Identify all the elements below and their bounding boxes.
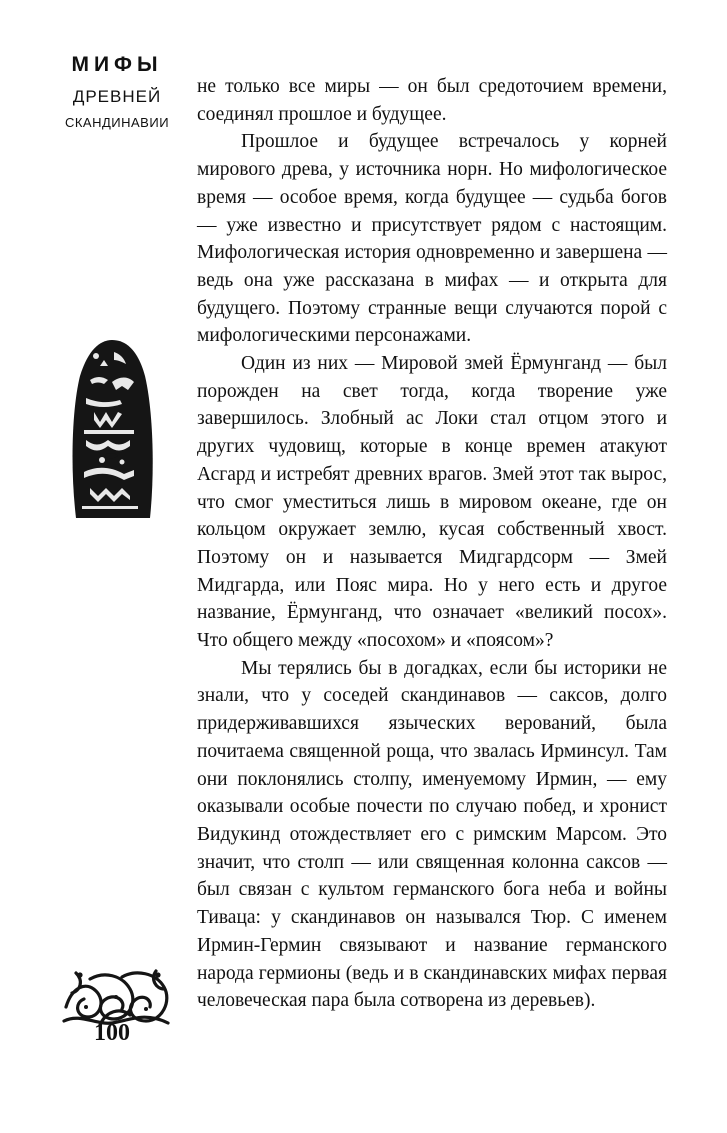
paragraph: не только все миры — он был средоточием времени, соединял прошлое и будущее. bbox=[197, 76, 667, 125]
header-title-line1: МИФЫ bbox=[71, 53, 163, 76]
page-number: 100 bbox=[94, 1020, 130, 1046]
running-header bbox=[62, 52, 172, 132]
header-title-line3: СКАНДИНАВИИ bbox=[64, 115, 170, 130]
runestone-illustration bbox=[66, 338, 158, 529]
main-text bbox=[197, 73, 667, 1015]
paragraph: Один из них — Мировой змей Ёрмунганд — был порожден на свет тогда, когда творение уже завершилось. Злобный ас Локи стал отцом этого и других чудовищ, которые в конце времен атакуют Асгард и истребят древних врагов. Змей этот так вырос, что смог уместиться лишь в мировом океане, где он кольцом окружает землю, кусая собственный хвост. Поэтому он и называется Мидгардсорм — Змей Мидгарда, или Пояс мира. Но у него есть и другое название, Ёрмунганд, что означает «великий посох». Что общего между «посохом» и «поясом»? bbox=[197, 353, 667, 652]
paragraph: Мы терялись бы в догадках, если бы историки не знали, что у соседей скандинавов — саксов, долго придерживавшихся языческих верований, была почитаема священной роща, что звалась Ирминсул. Там они поклонялись столпу, именуемому Ирмин, — ему оказывали особые почести по случаю побед, и хронист Видукинд отождествляет его с римским Марсом. Это значит, что столп — или священная колонна саксов — был связан с культом германского бога неба и войны Тиваца: у скандинавов он назывался Тюр. С именем Ирмин-Гермин связывают и название германского народа гермионы (ведь и в скандинавских мифах первая человеческая пара была сотворена из деревьев). bbox=[197, 657, 667, 1012]
runestone-icon bbox=[66, 338, 158, 524]
header-title-line2: ДРЕВНЕЙ bbox=[72, 87, 162, 106]
paragraph: Прошлое и будущее встречалось у корней мирового древа, у источника норн. Но мифологическое время — особое время, когда будущее — судьба богов — уже известно и присутствует рядом с настоящим. Мифологическая история одновременно и завершена — ведь она уже рассказана в мифах — и открыта для будущего. Поэтому странные вещи случаются порой с мифологическими персонажами. bbox=[197, 131, 667, 347]
